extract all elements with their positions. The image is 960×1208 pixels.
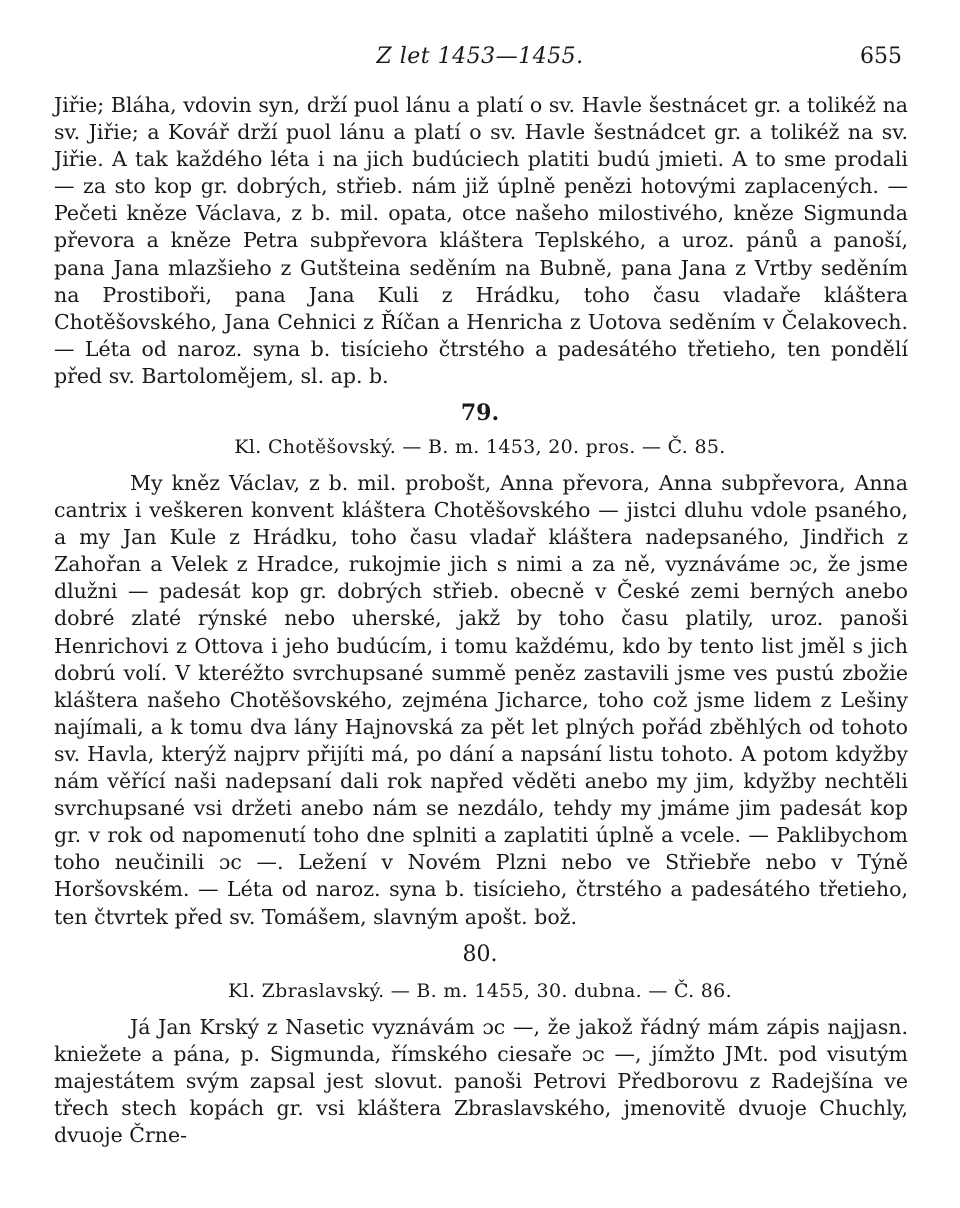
document-number: 80. (462, 942, 498, 967)
paragraph: My kněz Václav, z b. mil. probošt, Anna převora, Anna subpřevora, Anna cantrix i veškeren konvent kláštera Chotěšovského — jistci dluhu vdole psaného, a my Jan Kule z Hrádku, toho času vladař kláštera nadepsaného, Jindřich z Zahořan a Velek z Hradce, rukojmie jich s nimi a za ně, vyznáváme ɔc, že jsme dlužni — padesát kop gr. dobrých střieb. obecně v České zemi berných anebo dobré zlaté rýnské nebo uherské, jakž by toho času platily, uroz. panoši Henrichovi z Ottova i jeho budúcím, i tomu každému, kdo by tento list jměl s jich dobrú volí. V kteréžto svrchupsané summě peněz zastavili jsme ves pustú zbožie kláštera našeho Chotěšovského, zejména Jicharce, toho což jsme lidem z Lešiny najímali, a k tomu dva lány Hajnovská za pět let plných pořád zběhlých od tohoto sv. Havla, kterýž najprv přijíti má, po dání a napsání listu tohoto. A potom kdyžby nám věřící naši nadepsaní dali rok napřed věděti anebo my jim, kdyžby nechtěli svrchupsané vsi držeti anebo nám se nezdálo, tehdy my jmáme jim padesát kop gr. v rok od napomenutí toho dne splniti a zaplatiti úplně a vcele. — Paklibychom toho neučinili ɔc —. Ležení v Novém Plzni nebo ve Střiebře nebo v Týně Horšovském. — Léta od naroz. syna b. tisícieho, čtrstého a padesátého třetieho, ten čtvrtek před sv. Tomášem, slavným apošt. bož. (54, 471, 908, 929)
charter-text (54, 470, 908, 931)
document-heading: Kl. Zbraslavský. — B. m. 1455, 30. dubna. — Č. 86. (228, 980, 732, 1002)
document-heading: Kl. Chotěšovský. — B. m. 1453, 20. pros. — Č. 85. (234, 436, 726, 458)
document-number: 79. (460, 400, 500, 426)
running-title: Z let 1453—1455. (376, 44, 584, 69)
running-header (0, 44, 960, 74)
continued-charter-text (54, 92, 908, 390)
charter-text (54, 1014, 908, 1149)
paragraph: Já Jan Krský z Nasetic vyznávám ɔc —, že jakož řádný mám zápis najjasn. kniežete a pána, p. Sigmunda, římského ciesaře ɔc —, jímžto JMt. pod visutým majestátem svým zapsal jest slovut. panoši Petrovi Předborovu z Radejšína ve třech stech kopách gr. vsi kláštera Zbraslavského, jmenovitě dvuoje Chuchly, dvuoje Črne- (54, 1015, 908, 1148)
page-number: 655 (860, 44, 902, 69)
paragraph: Jiřie; Bláha, vdovin syn, drží puol lánu a platí o sv. Havle šestnácet gr. a tolikéž na sv. Jiřie; a Kovář drží puol lánu a platí o sv. Havle šestnádcet gr. a tolikéž na sv. Jiřie. A tak každého léta i na jich budúciech platiti budú jmieti. A to sme prodali — za sto kop gr. dobrých, střieb. nám již úplně penězi hotovými zaplacených. — Pečeti kněze Václava, z b. mil. opata, otce našeho milostivého, kněze Sigmunda převora a kněze Petra subpřevora kláštera Teplského, a uroz. pánů a panoší, pana Jana mlazšieho z Gutšteina seděním na Bubně, pana Jana z Vrtby seděním na Prostiboři, pana Jana Kuli z Hrádku, toho času vladaře kláštera Chotěšovského, Jana Cehnici z Říčan a Henricha z Uotova seděním v Čelakovech. — Léta od naroz. syna b. tisícieho čtrstého a padesátého třetieho, ten pondělí před sv. Bartolomějem, sl. ap. b. (54, 93, 908, 388)
